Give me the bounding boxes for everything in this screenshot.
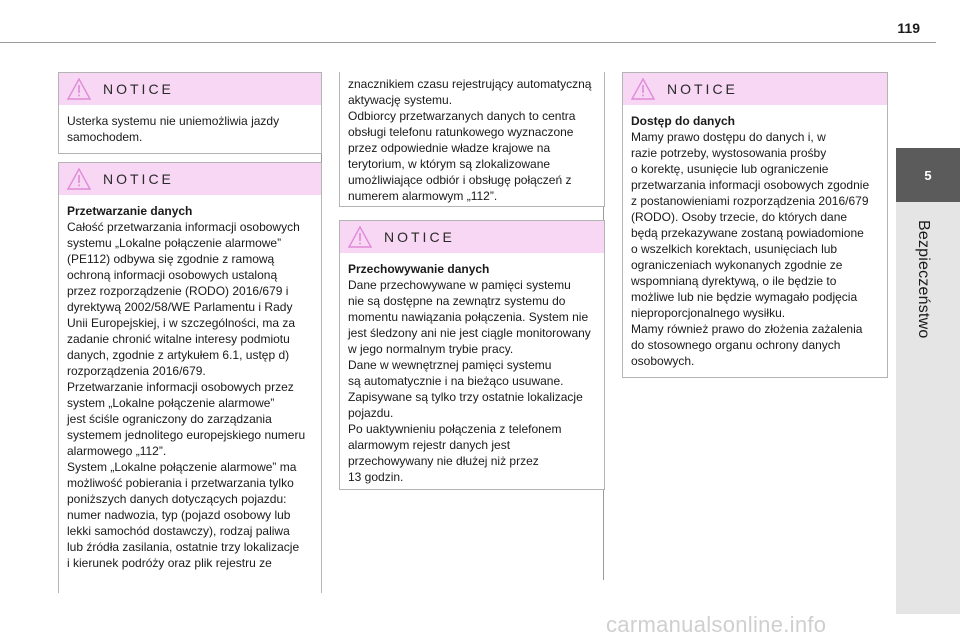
text-line: razie potrzeby, wystosowania prośby (631, 146, 827, 160)
notice-title: NOTICE (384, 229, 455, 245)
notice-heading: Dostęp do danych (631, 114, 736, 128)
notice-body (623, 105, 887, 377)
text-line: i kierunek podróży oraz plik rejestru ze (67, 556, 272, 570)
text-line: przechowywany nie dłużej niż przez (348, 454, 539, 468)
text-line: (RODO). Osoby trzecie, do których dane (631, 210, 848, 224)
text-line: momentu nawiązania połączenia. System nie (348, 310, 589, 324)
warning-triangle-icon (67, 168, 91, 190)
text-line: o wszelkich korektach, usunięciach lub (631, 242, 838, 256)
text-line: Odbiorcy przetwarzanych danych to centra (348, 109, 576, 123)
text-line: nieproporcjonalnego wysiłku. (631, 306, 786, 320)
text-line: terytorium, w którym są zlokalizowane (348, 157, 551, 171)
text-line: danych, zgodnie z artykułem 6.1, ustęp d) (67, 348, 290, 362)
notice-body (59, 105, 321, 153)
text-line: ograniczeniach wykonanych zgodnie ze (631, 258, 843, 272)
text-line: pojazdu. (348, 406, 394, 420)
text-line: o korektę, usunięcie lub ograniczenie (631, 162, 829, 176)
text-line: będą przekazywane zostaną powiadomione (631, 226, 864, 240)
text-line: przez odpowiednie władze krajowe na (348, 141, 551, 155)
text-line: przetwarzania informacji osobowych zgodnie (631, 178, 870, 192)
text-line: osobowych. (631, 354, 695, 368)
text-line: jest ściśle ograniczony do zarządzania (67, 412, 272, 426)
text-line: możliwe lub nie będzie wymagało podjęcia (631, 290, 858, 304)
text-line: możliwość pobierania i przetwarzania tylko (67, 476, 294, 490)
text-line: aktywację systemu. (348, 93, 453, 107)
text-line: Unii Europejskiej, i w szczególności, ma za (67, 316, 296, 330)
warning-triangle-icon (631, 78, 655, 100)
text-line: system „Lokalne połączenie alarmowe” (67, 396, 275, 410)
notice-body (59, 195, 321, 579)
text-line: Dane w wewnętrznej pamięci systemu (348, 358, 552, 372)
text-line: numerem alarmowym „112”. (348, 189, 498, 203)
text-line: Mamy również prawo do złożenia zażalenia (631, 322, 863, 336)
notice-header (59, 163, 321, 195)
text-line: jest śledzony ani nie jest ciągle monitorowany (348, 326, 591, 340)
notice-box-data-processing (58, 162, 322, 593)
notice-header (340, 221, 604, 253)
text-line: alarmowego „112”. (67, 444, 167, 458)
text-line: Całość przetwarzania informacji osobowych (67, 220, 300, 234)
text-line: z postanowieniami rozporządzenia 2016/679 (631, 194, 869, 208)
notice-body (340, 253, 604, 493)
text-line: Dane przechowywane w pamięci systemu (348, 278, 571, 292)
text-line: zadanie chronić witalne interesy podmiotu (67, 332, 290, 346)
text-line: znacznikiem czasu rejestrujący automatyczną (348, 77, 592, 91)
text-line: samochodem. (67, 130, 143, 144)
text-line: ochroną informacji osobowych ustaloną (67, 268, 278, 282)
chapter-tab[interactable]: 5 (896, 148, 960, 202)
text-line: w jego normalnym trybie pracy. (348, 342, 514, 356)
text-line: (PE112) odbywa się zgodnie z ramową (67, 252, 275, 266)
notice-box-data-processing-continued (339, 72, 605, 207)
text-line: lekki samochód dostawczy), rodzaj paliwa (67, 524, 290, 538)
text-line: Zapisywane są tylko trzy ostatnie lokalizacje (348, 390, 583, 404)
page-number: 119 (897, 20, 920, 36)
text-line: Po uaktywnieniu połączenia z telefonem (348, 422, 562, 436)
watermark: carmanualsonline.info (606, 612, 827, 637)
warning-triangle-icon (67, 78, 91, 100)
notice-title: NOTICE (103, 171, 174, 187)
notice-box-data-access (622, 72, 888, 378)
text-line: poniższych danych dotyczących pojazdu: (67, 492, 287, 506)
text-line: lub źródła zasilania, ostatnie trzy lokalizacje (67, 540, 300, 554)
notice-body (340, 72, 604, 212)
notice-header (59, 73, 321, 105)
chapter-title: Bezpieczeństwo (915, 220, 932, 339)
text-line: wspomnianą dyrektywą, o ile będzie to (631, 274, 837, 288)
text-line: systemu „Lokalne połączenie alarmowe” (67, 236, 282, 250)
notice-header (623, 73, 887, 105)
notice-title: NOTICE (103, 81, 174, 97)
notice-heading: Przetwarzanie danych (67, 204, 193, 218)
text-line: rozporządzenia 2016/679. (67, 364, 206, 378)
notice-box-data-storage (339, 220, 605, 490)
warning-triangle-icon (348, 226, 372, 248)
text-line: numer nadwozia, typ (pojazd osobowy lub (67, 508, 291, 522)
text-line: systemem jednolitego europejskiego numeru (67, 428, 306, 442)
text-line: System „Lokalne połączenie alarmowe” ma (67, 460, 297, 474)
text-line: są automatycznie i na bieżąco usuwane. (348, 374, 564, 388)
header-divider (0, 42, 936, 43)
text-line: alarmowym rejestr danych jest (348, 438, 511, 452)
notice-box-system-fault (58, 72, 322, 154)
text-line: obsługi telefonu ratunkowego wyznaczone (348, 125, 574, 139)
text-line: nie są dostępne na zewnątrz systemu do (348, 294, 566, 308)
text-line: do stosownego organu ochrony danych (631, 338, 841, 352)
text-line: przez rozporządzenie (RODO) 2016/679 i (67, 284, 289, 298)
text-line: 13 godzin. (348, 470, 404, 484)
notice-heading: Przechowywanie danych (348, 262, 490, 276)
text-line: Usterka systemu nie uniemożliwia jazdy (67, 114, 280, 128)
text-line: dyrektywą 2002/58/WE Parlamentu i Rady (67, 300, 293, 314)
notice-title: NOTICE (667, 81, 738, 97)
text-line: Przetwarzanie informacji osobowych przez (67, 380, 294, 394)
text-line: umożliwiające odbiór i obsługę połączeń z (348, 173, 572, 187)
text-line: Mamy prawo dostępu do danych i, w (631, 130, 826, 144)
